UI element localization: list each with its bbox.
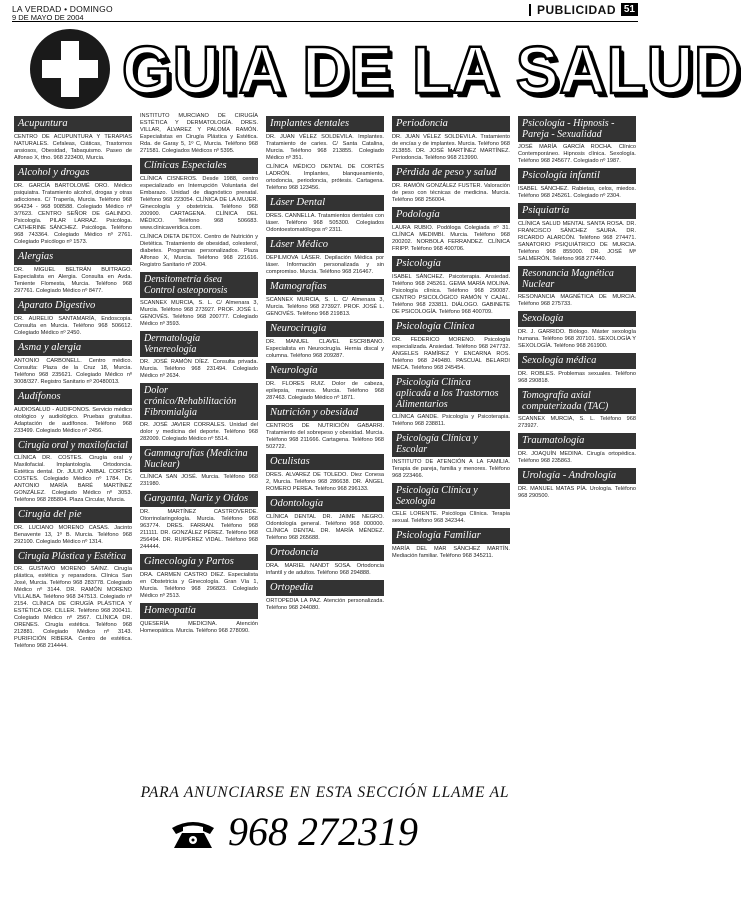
directory-column: [14, 113, 132, 751]
listing-text: CLÍNICA CISNEROS. Desde 1988, centro especializado en Interrupción Voluntaria del Embarazo. Unidad de diagnóstico prenatal. Teléfono 968 223054. CLÍNICA DE LA MUJER. Ginecología y obstetricia. Teléfono 968 200900. CARTAGENA. CLÍNICA DEL MÉDICO. Teléfono 968 506683. www.clinicaveridica.com.: [140, 176, 258, 231]
listing-text: DR. JOSÉ RAMÓN DÍEZ. Consulta privada. Murcia. Teléfono 968 231494. Colegiado Médico nº 2634.: [140, 359, 258, 379]
category-header: Dolor crónico/Rehabilitación Fibromialgia: [140, 383, 258, 420]
listing-text: DR. FLORES RUIZ. Dolor de cabeza, epilepsia, mareos. Murcia. Teléfono 968 287463. Colegiado Médico nº 1871.: [266, 381, 384, 401]
listing-text: ISABEL SÁNCHEZ. Rabietas, celos, miedos. Teléfono 968 245261. Colegiado nº 2304.: [518, 186, 636, 199]
category-header: Psicología Clínica aplicada a los Trastornos Alimentarios: [392, 375, 510, 412]
listing-text: DEPILMOVA LÁSER. Depilación Médica por láser. Información personalizada y sin compromiso. Murcia. Teléfono 968 216467.: [266, 255, 384, 275]
category-header: Nutrición y obesidad: [266, 405, 384, 421]
directory-column: [266, 113, 384, 751]
listing-text: INSTITUTO MURCIANO DE CIRUGÍA ESTÉTICA Y DERMATOLOGÍA. DRES. VILLAR, ÁLVAREZ Y PALOMA RAMÓN. Especialistas en Cirugía Plástica y Estética. Rda. de Garay 5, 1º C, Murcia. Teléfono 968 271581. Colegiados Médicos nº 5395.: [140, 113, 258, 154]
listing-text: JOSÉ MARÍA GARCÍA ROCHA. Clínico Contemporáneo. Hipnosis clínica. Sexología. Teléfono 968 245677. Colegiado nº 1987.: [518, 144, 636, 164]
category-header: Odontología: [266, 496, 384, 512]
listing-text: DR. JUAN VÉLEZ SOLDEVILA. Implantes. Tratamiento de caries. C/ Santa Catalina, Murcia. Teléfono 968 213855. Colegiado Médico nº 351.: [266, 134, 384, 161]
category-header: Sexología: [518, 311, 636, 327]
category-header: Homeopatía: [140, 603, 258, 619]
category-header: Podología: [392, 207, 510, 223]
category-header: Pérdida de peso y salud: [392, 165, 510, 181]
listing-text: CELE LORENTE. Psicóloga Clínica. Terapia sexual. Teléfono 968 342344.: [392, 511, 510, 524]
category-header: Cirugía del pie: [14, 507, 132, 523]
section-label: PUBLICIDAD: [537, 3, 616, 17]
listing-text: QUESERÍA MEDICINA. Atención Homeopática. Murcia. Teléfono 968 278090.: [140, 621, 258, 634]
category-header: Densitometría ósea Control osteoporosis: [140, 272, 258, 298]
category-header: Psiquiatría: [518, 203, 636, 219]
category-header: Asma y alergia: [14, 340, 132, 356]
directory-columns: [14, 113, 636, 751]
listing-text: CLÍNICA MÉDICO DENTAL DE CORTÉS LADRÓN. Implantes, blanqueamiento, ortodoncia, periodoncia, prótesis. Cartagena. Teléfono 968 123456.: [266, 164, 384, 191]
listing-text: CLÍNICA SALUD MENTAL SANTA ROSA. DR. FRANCISCO SÁNCHEZ SAURA. DR. RICARDO ALARCÓN. Teléfono 968 274471. SANATORIO PSIQUIÁTRICO DE MURCIA. Teléfono 968 855000. DR. JOSÉ Mª SALMERÓN. Teléfono 968 277440.: [518, 221, 636, 262]
guide-banner: [30, 29, 741, 109]
category-header: Láser Dental: [266, 195, 384, 211]
category-header: Psicología Clínica: [392, 319, 510, 335]
category-header: Periodoncia: [392, 116, 510, 132]
listing-text: INSTITUTO DE ATENCIÓN A LA FAMILIA. Terapia de pareja, familia y menores. Teléfono 968 223466.: [392, 459, 510, 479]
category-header: Psicología Clínica y Sexología: [392, 483, 510, 509]
category-header: Cirugía oral y maxilofacial: [14, 438, 132, 453]
listing-text: CLÍNICA GANDE. Psicología y Psicoterapia. Teléfono 968 238811.: [392, 414, 510, 427]
category-header: Alcohol y drogas: [14, 165, 132, 181]
category-header: Urología - Andrología: [518, 468, 636, 484]
category-header: Psicología: [392, 256, 510, 272]
category-header: Neurocirugía: [266, 321, 384, 337]
top-bar: [12, 3, 638, 22]
category-header: Gammagrafías (Medicina Nuclear): [140, 446, 258, 472]
category-header: Alergias: [14, 249, 132, 265]
listing-text: ORTOPEDIA LA PAZ. Atención personalizada. Teléfono 968 244080.: [266, 598, 384, 611]
listing-text: DRES. CANNELLA. Tratamientos dentales con láser. Teléfono 968 505300. Colegiados Odontoestomatólogos nº 2311.: [266, 213, 384, 233]
listing-text: DR. JUAN VÉLEZ SOLDEVILA. Tratamiento de encías y de implantes. Murcia. Teléfono 968 213855. DR. JOSÉ MARTÍNEZ MARTÍNEZ. Periodoncia. Teléfono 968 213990.: [392, 134, 510, 161]
category-header: Tomografía axial computerizada (TAC): [518, 388, 636, 414]
listing-text: RESONANCIA MAGNÉTICA DE MURCIA. Teléfono 968 275733.: [518, 294, 636, 307]
listing-text: DRES. ALVAREZ DE TOLEDO. Diez Conesa 2, Murcia. Teléfono 968 286638. DR. ÁNGEL ROMERO PEREA. Teléfono 968 296133.: [266, 472, 384, 492]
category-header: Mamografías: [266, 279, 384, 295]
listing-text: CENTRO DE ACUPUNTURA Y TERAPIAS NATURALES. Cefaleas, Ciáticas, Trastornos ansiosos, Obesidad, Tabaquismo. Paseo de Alfonso X, tfno. 968 223400, Murcia.: [14, 134, 132, 161]
category-header: Ginecología y Partos: [140, 554, 258, 570]
listing-text: DR. LUCIANO MORENO CASAS. Jacinto Benavente 13, 1º B. Murcia. Teléfono 968 292100. Colegiado Médico nº 1314.: [14, 525, 132, 545]
category-header: Dermatología Venereología: [140, 331, 258, 357]
category-header: Garganta, Nariz y Oídos: [140, 491, 258, 507]
category-header: Traumatología: [518, 433, 636, 449]
listing-text: CLÍNICA DENTAL DR. JAIME NEGRO. Odontología general. Teléfono 968 000000. CLÍNICA DENTAL DR. MARÍA MÉNDEZ. Teléfono 968 265688.: [266, 514, 384, 541]
listing-text: DR. AURELIO SANTAMARÍA, Endoscopia. Consulta en Murcia. Teléfono 968 506612. Colegiado Médico nº 2450.: [14, 316, 132, 336]
category-header: Sexología médica: [518, 353, 636, 369]
directory-column: [140, 113, 258, 751]
listing-text: DRA. CARMEN CASTRO DIEZ. Especialista en Obstetricia y Ginecología. Gran Vía 1, Murcia. Teléfono 968 296823. Colegiado Médico nº 2513.: [140, 572, 258, 599]
category-header: Ortopedia: [266, 580, 384, 596]
directory-column: [518, 113, 636, 751]
listing-text: DR. JOSÉ JAVIER CORRALES. Unidad del dolor y medicina del deporte. Teléfono 968 282009. Colegiado Médico nº 5514.: [140, 422, 258, 442]
category-header: Psicología Familiar: [392, 528, 510, 544]
listing-text: DR. MANUEL MATAS PÍA. Urología. Teléfono 968 290500.: [518, 486, 636, 499]
listing-text: SCANNEX MURCIA, S. L. C/ Almenara 3, Murcia. Teléfono 968 273927. PROF. JOSÉ L. GENOVÉS. Teléfono 968 200777. Colegiado Médico nº 3593.: [140, 300, 258, 327]
listing-text: DR. GARCÍA BARTOLOMÉ ORO. Médico psiquiatra. Tratamiento alcohol, drogas y otras adicciones. C/ Trapería, Murcia. Teléfono 968 964234 - 968 908588. Colegiado Médico nº 3/7623. CENTRO SEÑOR DE GALINDO. Psicología. PILAR LARRAZ. Psicóloga. CATHERINE SÁNCHEZ. Psicóloga. Teléfono 968 743364. Colegiado Médico nº 2761. Colegiado Psicólogo nº 1573.: [14, 183, 132, 245]
listing-text: LAURA RUBIO. Podóloga Colegiada nº 31. CLÍNICA MEDIMBI. Murcia. Teléfono 968 200202. NORBOLA FERRANDEZ. CLÍNICA FRIPP. Teléfono 968 400706.: [392, 225, 510, 252]
page-number: 51: [621, 3, 638, 16]
listing-text: DR. FEDERICO MORENO. Psicología especializada. Ansiedad. Teléfono 968 247732. ÁNGELES RAMÍREZ Y ENCARNA ROS. Teléfono 968 249480. PASCUAL BELARDI MECA. Teléfono 968 245454.: [392, 337, 510, 371]
category-header: Láser Médico: [266, 237, 384, 253]
listing-text: DR. MANUEL CLAVEL ESCRIBANO. Especialista en Neurocirugía. Hernia discal y columna. Teléfono 968 209287.: [266, 339, 384, 359]
category-header: Psicología Clínica y Escolar: [392, 431, 510, 457]
category-header: Clínicas Especiales: [140, 158, 258, 174]
listing-text: CENTROS DE NUTRICIÓN GABARRI. Tratamiento del sobrepeso y obesidad. Murcia. Teléfono 968 211666. Cartagena. Teléfono 968 502722.: [266, 423, 384, 450]
listing-text: CLÍNICA SAN JOSÉ. Murcia. Teléfono 968 231980.: [140, 474, 258, 487]
category-header: Implantes dentales: [266, 116, 384, 132]
listing-text: CLÍNICA DR. COSTES. Cirugía oral y Maxilofacial. Implantología. Ortodoncia. Estética dental. Dr. JULIO ANIBAL CORTÉS COSTES. Colegiado Médico nº 1784. Dr. ANTONIO MARÍA BARÉ MARTÍNEZ GONZÁLEZ. Colegiado Médico nº 3053. Teléfono 968 285804. Plaza Circular, Murcia.: [14, 455, 132, 503]
listing-text: DR. RAMÓN GONZÁLEZ FUSTER. Valoración de peso con técnicas de medicina. Murcia. Teléfono 968 256004.: [392, 183, 510, 203]
category-header: Acupuntura: [14, 116, 132, 132]
category-header: Psicología infantil: [518, 168, 636, 184]
category-header: Psicología - Hipnosis - Pareja - Sexualidad: [518, 116, 636, 142]
category-header: Cirugía Plástica y Estética: [14, 549, 132, 564]
listing-text: DR. ROBLES. Problemas sexuales. Teléfono 968 290818.: [518, 371, 636, 384]
category-header: Neurología: [266, 363, 384, 379]
listing-text: DRA. MARIEL NANDT SOSA. Ortodoncia infantil y de adultos. Teléfono 968 294888.: [266, 563, 384, 576]
advertise-line: PARA ANUNCIARSE EN ESTA SECCIÓN LLAME AL: [140, 784, 510, 801]
category-header: Aparato Digestivo: [14, 298, 132, 314]
telephone-icon: [168, 820, 218, 850]
listing-text: DR. GUSTAVO MORENO SÁINZ. Cirugía plástica, estética y reparadora. Clínica San José, Murcia. Teléfono 968 283778. Colegiado Médico nº 3144. DR. RAMÓN MORENO VILLALBA. Teléfono 968 347513. Colegiado nº 2154. CLÍNICA DE CIRUGÍA PLÁSTICA Y ESTÉTICA DR. CILLER. Teléfono 968 200411. Colegiado Médico nº 2567. CLÍNICA DR. ORENES. Cirugía estética. Teléfono 968 212881. Colegiado Médico nº 3143. PURIFICIÓN RIBERA. Centro de estética. Teléfono 968 214444.: [14, 566, 132, 649]
listing-text: DR. JOAQUÍN MEDINA. Cirugía ortopédica. Teléfono 968 235863.: [518, 451, 636, 464]
category-header: Oculistas: [266, 454, 384, 470]
medical-cross-icon: [30, 29, 110, 109]
listing-text: AUDIOSALUD - AUDIFONOS. Servicio médico otológico y audiológico. Pruebas gratuitas. Adaptación de audífonos. Teléfono 968 233499. Colegiado Médico nº 2456.: [14, 407, 132, 434]
listing-text: DR. MARTÍNEZ CASTROVERDE. Otorrinolaringología. Murcia. Teléfono 968 963774. DRES. FARRAN. Teléfono 968 211111. DR. GONZÁLEZ PÉREZ. Teléfono 968 256494. DR. RUIPÉREZ VIDAL. Teléfono 968 244444.: [140, 509, 258, 550]
category-header: Audífonos: [14, 389, 132, 405]
category-header: Ortodoncia: [266, 545, 384, 561]
listing-text: SCANNEX MURCIA, S. L. Teléfono 968 273927.: [518, 416, 636, 429]
listing-text: ANTONIO CARBONELL. Centro médico. Consulta: Plaza de la Cruz 18, Murcia. Teléfono 968 235621. Colegiado Médico nº 3008/327. Registro Sanitario nº 20480013.: [14, 358, 132, 385]
listing-text: DR. MIGUEL BELTRÁN BUITRAGO. Especialista en Alergia. Consulta en Avda. Teniente Flomesta, Murcia. Teléfono 968 297761. Colegiado Médico nº 8477.: [14, 267, 132, 294]
listing-text: DR. J. GARRIDO. Biólogo. Máster sexología humana. Teléfono 968 207101. SEXOLOGÍA Y SEXOLOGÍA. Teléfono 968 261900.: [518, 329, 636, 349]
listing-text: ISABEL SÁNCHEZ. Psicoterapia. Ansiedad. Teléfono 968 245261. GEMA MARÍA MOLINA. Psicología clínica. Teléfono 968 290087. CENTRO PSICOLÓGICO RAMÓN Y CAJAL. Teléfono 968 233811. DIÁLOGO. GABINETE DE PSICOLOGÍA. Teléfono 968 400709.: [392, 274, 510, 315]
category-header: Resonancia Magnética Nuclear: [518, 266, 636, 292]
publication-date: 9 DE MAYO DE 2004: [12, 13, 84, 22]
listing-text: MARÍA DEL MAR SÁNCHEZ MARTÍN. Mediación familiar. Teléfono 968 345211.: [392, 546, 510, 559]
listing-text: CLÍNICA DIETA DETOX. Centro de Nutrición y Dietética. Tratamiento de obesidad, colesterol, diabetes. Programas personalizados. Plaza Alfonso X, Murcia. Teléfono 968 221616. Registro Sanitario nº 2004.: [140, 234, 258, 268]
publication-name: LA VERDAD • DOMINGO: [12, 4, 113, 14]
directory-column: [392, 113, 510, 751]
listing-text: SCANNEX MURCIA, S. L. C/ Almenara 3, Murcia. Teléfono 968 273927. PROF. JOSÉ L. GENOVÉS. Teléfono 968 219813.: [266, 297, 384, 317]
guide-title: GUIA DE LA SALUD: [122, 32, 741, 108]
advertise-phone: 968 272319: [228, 809, 418, 854]
